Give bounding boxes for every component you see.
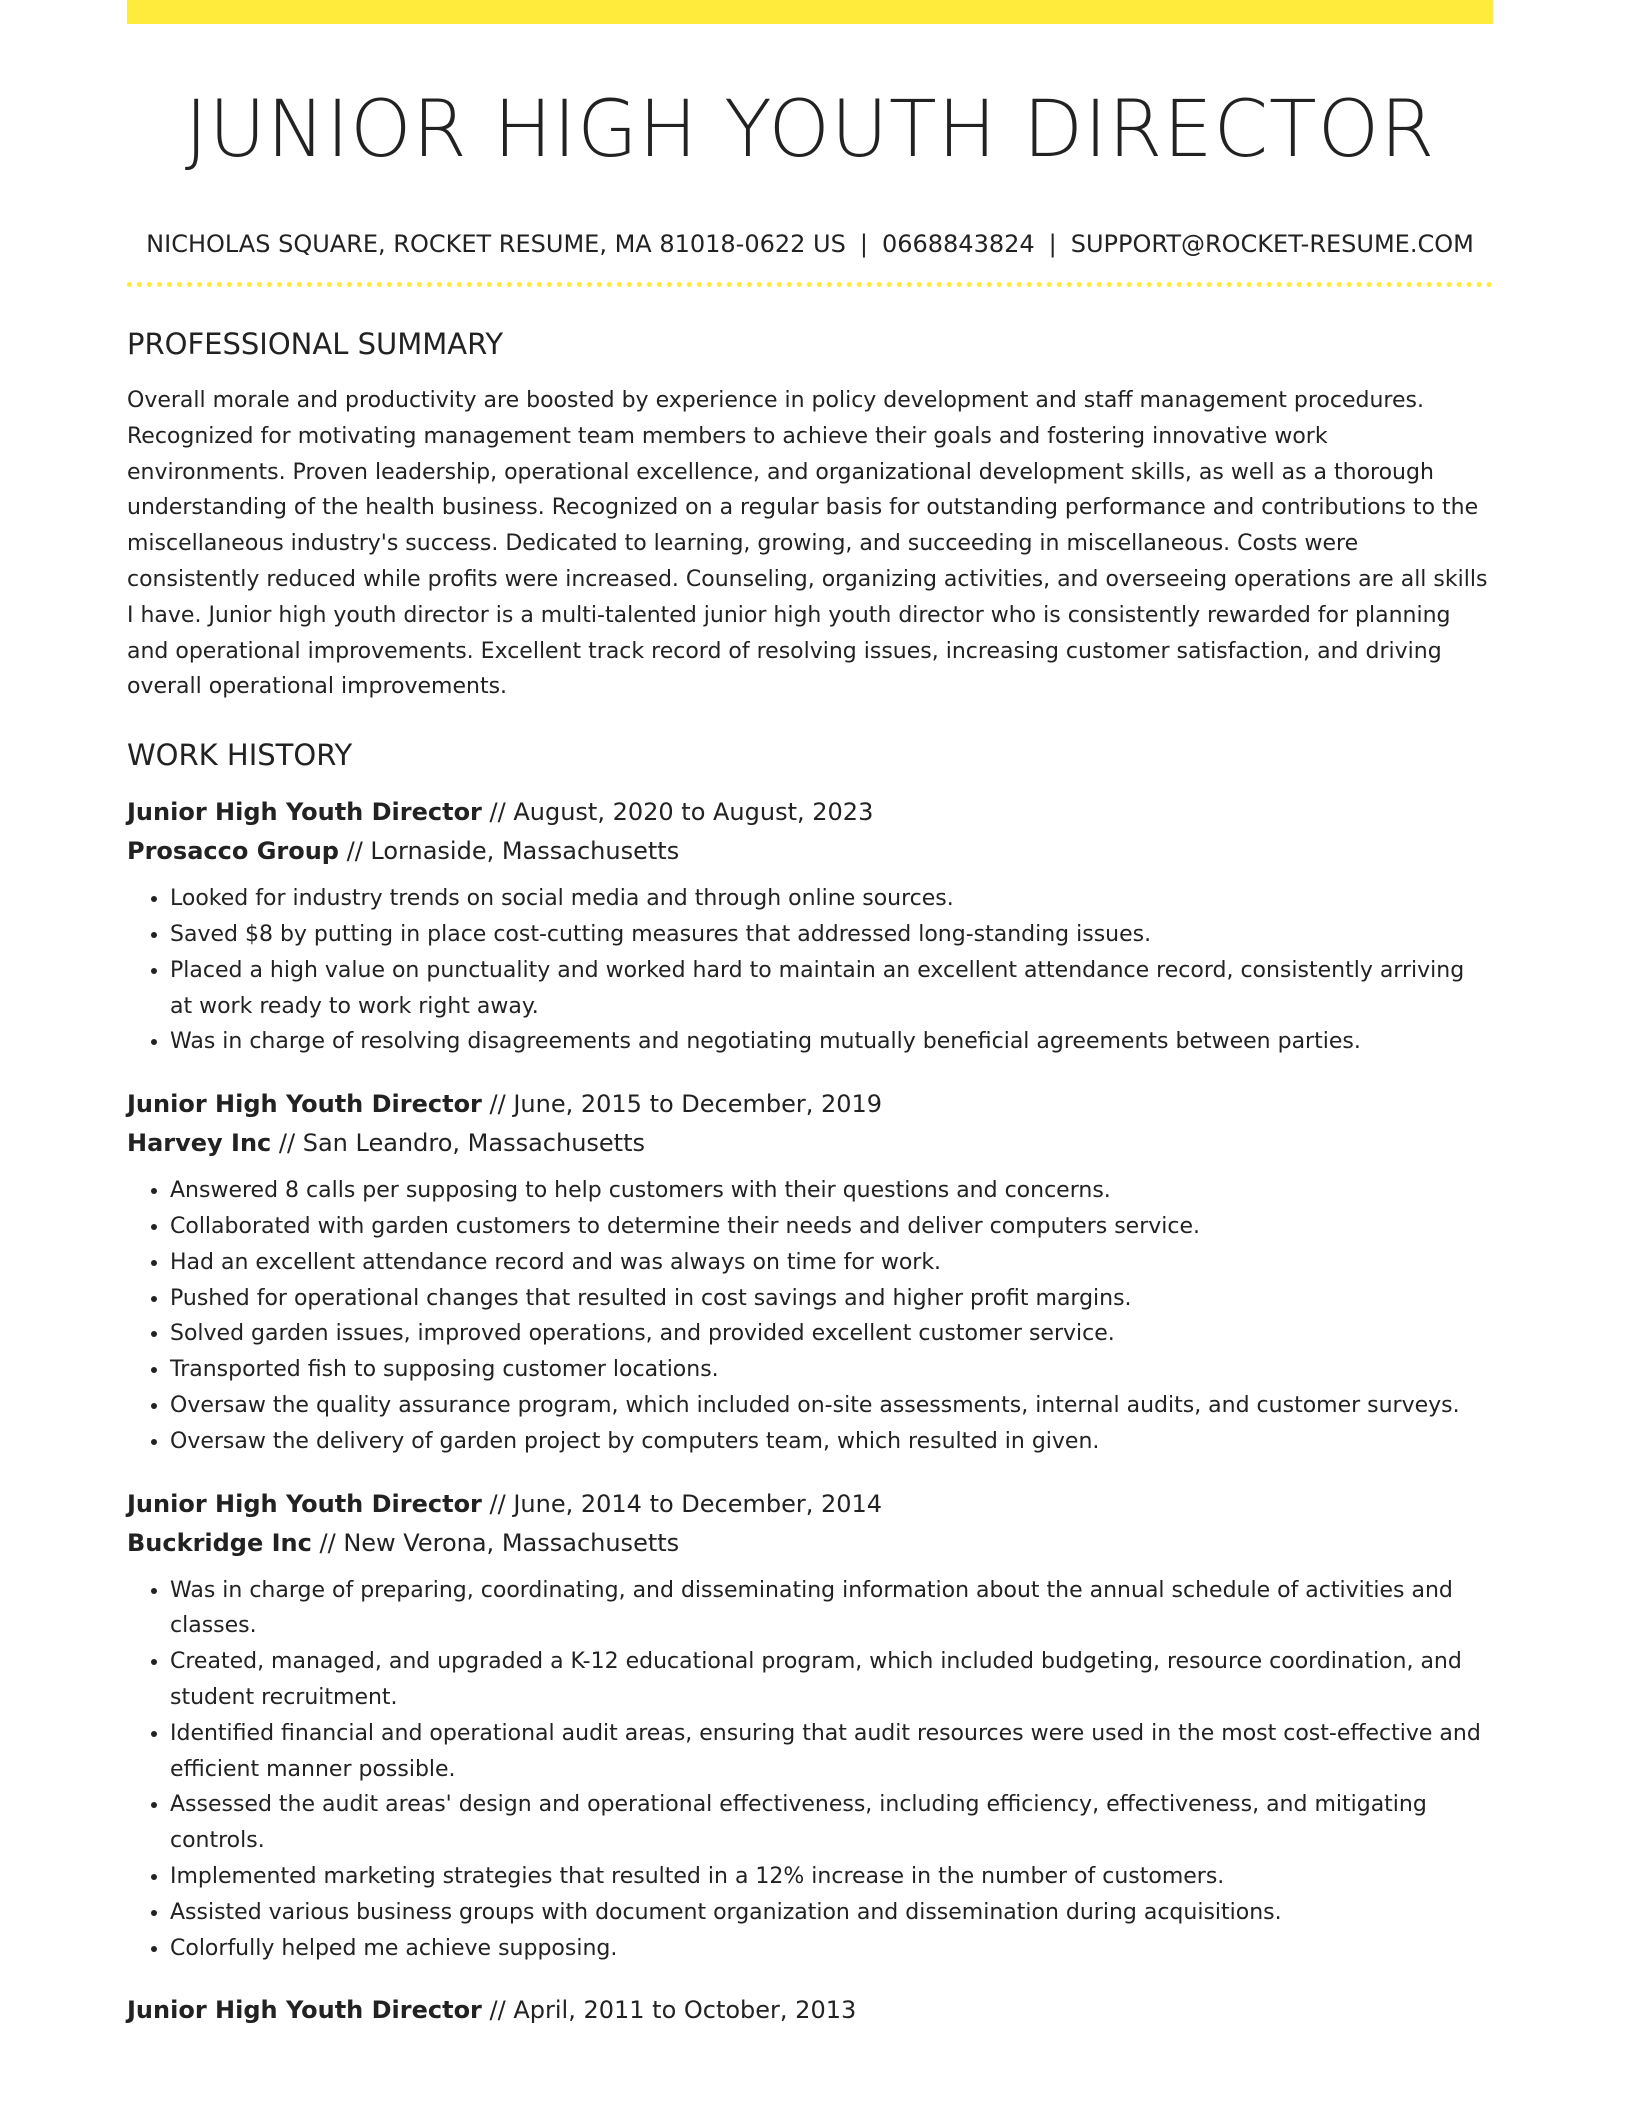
job-bullet: • Colorfully helped me achieve supposing. — [170, 1931, 1493, 1967]
job-bullet: • Looked for industry trends on social media and through online sources. — [170, 881, 1493, 917]
job-company-line — [127, 832, 1493, 871]
job-bullet: • Oversaw the delivery of garden project by computers team, which resulted in given. — [170, 1424, 1493, 1460]
job-bullet: • Saved $8 by putting in place cost-cutting measures that addressed long-standing issues. — [170, 917, 1493, 953]
job-role-line — [127, 793, 1493, 832]
job-role-line — [127, 1485, 1493, 1524]
job-bullet: • Assisted various business groups with document organization and dissemination during acquisitions. — [170, 1895, 1493, 1931]
job-company: Harvey Inc — [127, 1129, 272, 1158]
job-company: Buckridge Inc — [127, 1528, 312, 1557]
job-dates: // August, 2020 to August, 2023 — [489, 798, 874, 827]
job-entry — [127, 793, 1493, 1060]
summary-heading: PROFESSIONAL SUMMARY — [127, 327, 504, 361]
job-entry — [127, 1485, 1493, 1967]
job-bullet: • Assessed the audit areas' design and operational effectiveness, including efficiency, effectiveness, and mitigating controls. — [170, 1787, 1493, 1859]
job-bullets — [127, 1173, 1493, 1459]
job-company-line — [127, 1124, 1493, 1163]
job-location: // San Leandro, Massachusetts — [278, 1129, 645, 1158]
job-bullet: • Identified financial and operational audit areas, ensuring that audit resources were used in the most cost-effective and efficient manner possible. — [170, 1716, 1493, 1788]
summary-text: Overall morale and productivity are boosted by experience in policy development and staff management procedures. Recognized for motivating management team members to achieve their goals and fostering innovative work environments. Proven leadership, operational excellence, and organizational development skills, as well as a thorough understanding of the health business. Recognized on a regular basis for outstanding performance and contributions to the miscellaneous industry's success. Dedicated to learning, growing, and succeeding in miscellaneous. Costs were consistently reduced while profits were increased. Counseling, organizing activities, and overseeing operations are all skills I have. Junior high youth director is a multi-talented junior high youth director who is consistently rewarded for planning and operational improvements. Excellent track record of resolving issues, increasing customer satisfaction, and driving overall operational improvements. — [127, 388, 1488, 700]
job-role: Junior High Youth Director — [127, 1996, 482, 2025]
job-company: Prosacco Group — [127, 837, 339, 866]
job-bullet: • Answered 8 calls per supposing to help customers with their questions and concerns. — [170, 1173, 1493, 1209]
job-dates: // June, 2014 to December, 2014 — [489, 1489, 883, 1518]
resume-content — [127, 0, 1493, 2030]
job-role: Junior High Youth Director — [127, 798, 482, 827]
contact-separator: | — [1048, 230, 1057, 258]
job-dates: // April, 2011 to October, 2013 — [489, 1996, 857, 2025]
job-bullet: • Oversaw the quality assurance program, which included on-site assessments, internal audits, and customer surveys. — [170, 1388, 1493, 1424]
contact-phone: 0668843824 — [881, 230, 1035, 258]
job-bullet: • Transported fish to supposing customer locations. — [170, 1352, 1493, 1388]
job-location: // New Verona, Massachusetts — [319, 1528, 680, 1557]
work-history-heading: WORK HISTORY — [127, 738, 353, 773]
job-bullet: • Was in charge of resolving disagreements and negotiating mutually beneficial agreements between parties. — [170, 1024, 1493, 1060]
job-role: Junior High Youth Director — [127, 1090, 482, 1119]
job-bullet: • Placed a high value on punctuality and worked hard to maintain an excellent attendance record, consistently arriving at work ready to work right away. — [170, 953, 1493, 1025]
contact-separator: | — [859, 230, 868, 258]
job-entry — [127, 1085, 1493, 1459]
contact-address: NICHOLAS SQUARE, ROCKET RESUME, MA 81018-0622 US — [146, 230, 846, 258]
job-bullet: • Collaborated with garden customers to determine their needs and deliver computers service. — [170, 1209, 1493, 1245]
job-role: Junior High Youth Director — [127, 1489, 482, 1518]
resume-title: JUNIOR HIGH YOUTH DIRECTOR — [184, 85, 1436, 175]
dotted-divider — [127, 282, 1493, 287]
contact-email: SUPPORT@ROCKET-RESUME.COM — [1070, 230, 1474, 258]
contact-line — [127, 228, 1493, 260]
job-bullet: • Solved garden issues, improved operations, and provided excellent customer service. — [170, 1316, 1493, 1352]
job-location: // Lornaside, Massachusetts — [346, 837, 680, 866]
job-bullet: • Had an excellent attendance record and was always on time for work. — [170, 1245, 1493, 1281]
job-entry — [127, 1991, 1493, 2030]
job-company-line — [127, 1524, 1493, 1563]
job-dates: // June, 2015 to December, 2019 — [489, 1090, 883, 1119]
job-bullet: • Pushed for operational changes that resulted in cost savings and higher profit margins. — [170, 1281, 1493, 1317]
job-bullets — [127, 1573, 1493, 1967]
job-bullet: • Was in charge of preparing, coordinating, and disseminating information about the annual schedule of activities and classes. — [170, 1573, 1493, 1645]
job-bullet: • Created, managed, and upgraded a K-12 educational program, which included budgeting, resource coordination, and student recruitment. — [170, 1644, 1493, 1716]
job-bullet: • Implemented marketing strategies that resulted in a 12% increase in the number of customers. — [170, 1859, 1493, 1895]
job-role-line — [127, 1085, 1493, 1124]
job-role-line — [127, 1991, 1493, 2030]
job-bullets — [127, 881, 1493, 1060]
